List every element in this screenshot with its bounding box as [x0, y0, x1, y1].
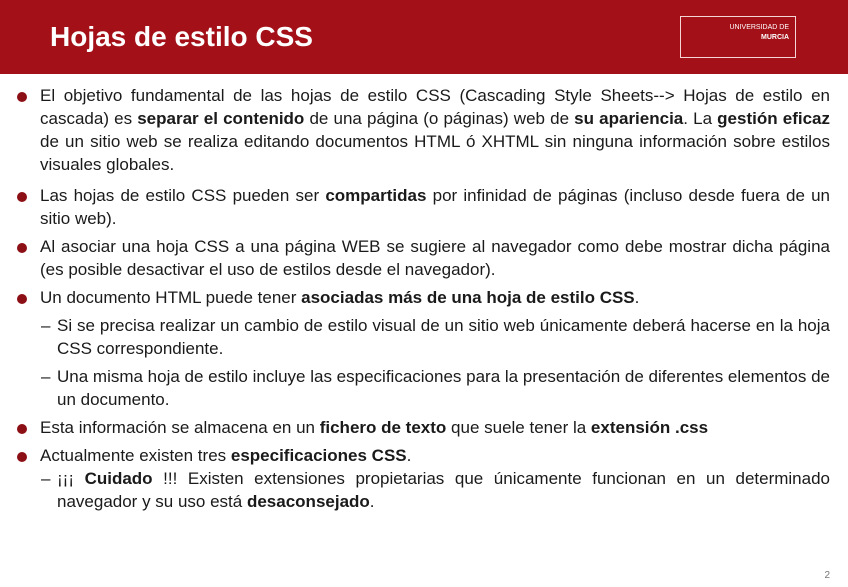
bullet-strong: asociadas más de una hoja de estilo CSS [301, 288, 635, 307]
title-bar [0, 0, 848, 74]
bullet-text: Si se precisa realizar un cambio de estilo visual de un sitio web únicamente deberá hacerse en la hoja CSS correspondiente. [57, 316, 830, 358]
university-logo [680, 16, 796, 58]
bullet-text: Un documento HTML puede tener [40, 288, 302, 307]
bullet-text: !!! Existen extensiones propietarias que únicamente funcionan en un determinado navegador y su uso está [57, 469, 830, 511]
bullet-text: Al asociar una hoja CSS a una página WEB se sugiere al navegador como debe mostrar dicha página (es posible desactivar el uso de estilos desde el navegador). [40, 237, 830, 279]
bullet-strong: separar el contenido [137, 109, 305, 128]
slide-title: Hojas de estilo CSS [50, 21, 313, 52]
bullet-text: de una página (o páginas) web de [304, 109, 575, 128]
dash-icon: – [41, 316, 51, 335]
bullet-text: por infinidad de páginas (incluso desde fuera de un sitio web). [40, 186, 831, 228]
bullet-text: ¡¡¡ [57, 469, 85, 488]
bullet-browser [40, 235, 830, 281]
bullet-strong: Cuidado [84, 469, 153, 488]
bullet-text: El objetivo fundamental de las hojas de estilo CSS (Cascading Style Sheets--> Hojas de estilo en cascada) es [40, 86, 830, 128]
bullet-dot-icon [17, 452, 27, 462]
bullet-dot-icon [17, 243, 27, 253]
page-number: 2 [824, 570, 830, 581]
bullet-dot-icon [17, 92, 27, 102]
sub-bullet-change-style [41, 314, 830, 360]
bullet-multiple-sheets [40, 286, 830, 309]
dash-icon: – [41, 367, 51, 386]
bullet-objective [40, 84, 830, 176]
slide-body [0, 84, 848, 513]
logo-line-2: MURCIA [761, 34, 789, 41]
bullet-strong: especificaciones CSS [230, 446, 407, 465]
bullet-shared [40, 184, 830, 230]
bullet-text-file [40, 416, 830, 439]
bullet-strong: desaconsejado [246, 492, 370, 511]
bullet-text: . [369, 492, 375, 511]
bullet-text: . [634, 288, 640, 307]
bullet-strong: fichero de texto [319, 418, 447, 437]
dash-icon: – [41, 469, 51, 488]
bullet-text: Una misma hoja de estilo incluye las especificaciones para la presentación de diferentes elementos de un documento. [57, 367, 830, 409]
bullet-text: que suele tener la [446, 418, 591, 437]
bullet-text: Actualmente existen tres [40, 446, 231, 465]
bullet-text: Las hojas de estilo CSS pueden ser [40, 186, 326, 205]
bullet-strong: compartidas [325, 186, 427, 205]
bullet-dot-icon [17, 294, 27, 304]
sub-bullet-presentation [41, 365, 830, 411]
bullet-text: de un sitio web se realiza editando documentos HTML ó XHTML sin ninguna información sobre estilos visuales globales. [40, 132, 830, 174]
bullet-strong: su apariencia [574, 109, 684, 128]
bullet-dot-icon [17, 424, 27, 434]
bullet-text: Esta información se almacena en un [40, 418, 320, 437]
bullet-dot-icon [17, 192, 27, 202]
logo-line-1: UNIVERSIDAD DE [729, 24, 789, 31]
bullet-text: . [406, 446, 412, 465]
bullet-text: . La [683, 109, 718, 128]
sub-bullet-warning [41, 467, 830, 513]
bullet-strong: extensión .css [590, 418, 709, 437]
bullet-strong: gestión eficaz [717, 109, 831, 128]
bullet-specifications [40, 444, 830, 467]
